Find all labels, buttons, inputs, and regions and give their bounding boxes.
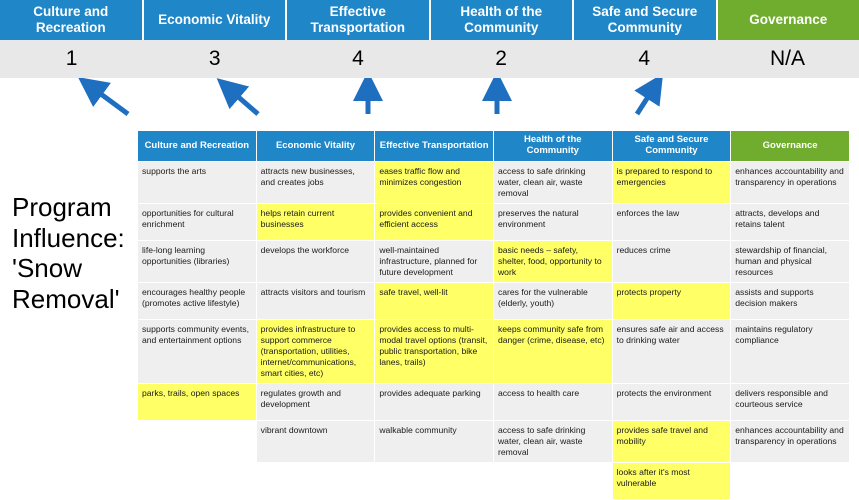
matrix-cell-6-5: enhances accountability and transparency in operations (731, 421, 850, 463)
arrow-culture-recreation (90, 86, 128, 114)
matrix-header-row (138, 131, 850, 162)
matrix-cell-6-4: provides safe travel and mobility (612, 421, 731, 463)
matrix-cell-6-2: walkable community (375, 421, 494, 463)
pillar-score-2: 4 (286, 40, 429, 78)
program-influence-caption (12, 192, 142, 315)
matrix-cell-2-3: basic needs – safety, shelter, food, opportunity to work (493, 241, 612, 283)
matrix-cell-4-4: ensures safe air and access to drinking water (612, 320, 731, 384)
matrix-cell-3-2: safe travel, well-lit (375, 283, 494, 320)
matrix-row (138, 162, 850, 204)
matrix-cell-7-3 (493, 463, 612, 500)
matrix-cell-6-3: access to safe drinking water, clean air, waste removal (493, 421, 612, 463)
pillar-header-3: Health of the Community (431, 0, 575, 40)
influence-arrows (0, 78, 859, 130)
matrix-cell-0-1: attracts new businesses, and creates jobs (256, 162, 375, 204)
matrix-cell-3-3: cares for the vulnerable (elderly, youth) (493, 283, 612, 320)
matrix-row (138, 463, 850, 500)
matrix-cell-5-5: delivers responsible and courteous service (731, 384, 850, 421)
matrix-cell-3-5: assists and supports decision makers (731, 283, 850, 320)
caption-line-4: Removal' (12, 284, 142, 315)
pillar-score-0: 1 (0, 40, 143, 78)
pillar-score-1: 3 (143, 40, 286, 78)
matrix-cell-1-3: preserves the natural environment (493, 204, 612, 241)
matrix-cell-6-1: vibrant downtown (256, 421, 375, 463)
caption-line-1: Program (12, 192, 142, 223)
matrix-cell-4-3: keeps community safe from danger (crime, disease, etc) (493, 320, 612, 384)
matrix-cell-3-0: encourages healthy people (promotes active lifestyle) (138, 283, 257, 320)
matrix-row (138, 204, 850, 241)
matrix-cell-7-1 (256, 463, 375, 500)
matrix-cell-2-2: well-maintained infrastructure, planned for future development (375, 241, 494, 283)
matrix-cell-0-4: is prepared to respond to emergencies (612, 162, 731, 204)
matrix-cell-1-0: opportunities for cultural enrichment (138, 204, 257, 241)
matrix-cell-2-0: life-long learning opportunities (libraries) (138, 241, 257, 283)
caption-line-3: 'Snow (12, 253, 142, 284)
pillar-score-4: 4 (573, 40, 716, 78)
matrix-cell-2-5: stewardship of financial, human and physical resources (731, 241, 850, 283)
matrix-cell-2-4: reduces crime (612, 241, 731, 283)
matrix-cell-7-0 (138, 463, 257, 500)
arrow-safe-secure-community (637, 86, 655, 114)
matrix-cell-0-3: access to safe drinking water, clean air, waste removal (493, 162, 612, 204)
matrix-cell-4-2: provides access to multi-modal travel options (transit, public transportation, bike lanes, trails) (375, 320, 494, 384)
matrix-col-header-5: Governance (731, 131, 850, 162)
matrix-cell-1-2: provides convenient and efficient access (375, 204, 494, 241)
matrix-col-header-1: Economic Vitality (256, 131, 375, 162)
pillar-header-5: Governance (718, 0, 859, 40)
matrix-cell-7-4: looks after it's most vulnerable (612, 463, 731, 500)
matrix-cell-2-1: develops the workforce (256, 241, 375, 283)
pillar-header-4: Safe and Secure Community (574, 0, 718, 40)
pillar-header-2: Effective Transportation (287, 0, 431, 40)
matrix-cell-5-2: provides adequate parking (375, 384, 494, 421)
caption-line-2: Influence: (12, 223, 142, 254)
arrow-economic-vitality (228, 88, 258, 114)
matrix-cell-5-1: regulates growth and development (256, 384, 375, 421)
outcomes-matrix (137, 130, 850, 500)
matrix-cell-1-1: helps retain current businesses (256, 204, 375, 241)
pillar-score-5: N/A (716, 40, 859, 78)
pillar-score-3: 2 (430, 40, 573, 78)
matrix-cell-5-0: parks, trails, open spaces (138, 384, 257, 421)
pillars-score-bar (0, 40, 859, 78)
matrix-cell-3-1: attracts visitors and tourism (256, 283, 375, 320)
matrix-cell-4-0: supports community events, and entertainment options (138, 320, 257, 384)
matrix-col-header-4: Safe and Secure Community (612, 131, 731, 162)
matrix-col-header-3: Health of the Community (493, 131, 612, 162)
matrix-cell-1-5: attracts, develops and retains talent (731, 204, 850, 241)
matrix-col-header-2: Effective Transportation (375, 131, 494, 162)
matrix-cell-0-2: eases traffic flow and minimizes congestion (375, 162, 494, 204)
pillar-header-1: Economic Vitality (144, 0, 288, 40)
matrix-cell-5-4: protects the environment (612, 384, 731, 421)
matrix-cell-0-0: supports the arts (138, 162, 257, 204)
matrix-cell-3-4: protects property (612, 283, 731, 320)
matrix-cell-0-5: enhances accountability and transparency in operations (731, 162, 850, 204)
matrix-cell-1-4: enforces the law (612, 204, 731, 241)
matrix-col-header-0: Culture and Recreation (138, 131, 257, 162)
matrix-row (138, 283, 850, 320)
pillar-header-0: Culture and Recreation (0, 0, 144, 40)
matrix-cell-5-3: access to health care (493, 384, 612, 421)
matrix-cell-4-5: maintains regulatory compliance (731, 320, 850, 384)
pillars-header-bar (0, 0, 859, 40)
matrix-row (138, 241, 850, 283)
matrix-cell-7-5 (731, 463, 850, 500)
matrix-row (138, 421, 850, 463)
matrix-row (138, 320, 850, 384)
matrix-cell-7-2 (375, 463, 494, 500)
matrix-cell-4-1: provides infrastructure to support commerce (transportation, utilities, internet/communications, smart cities, etc) (256, 320, 375, 384)
matrix-row (138, 384, 850, 421)
matrix-cell-6-0 (138, 421, 257, 463)
